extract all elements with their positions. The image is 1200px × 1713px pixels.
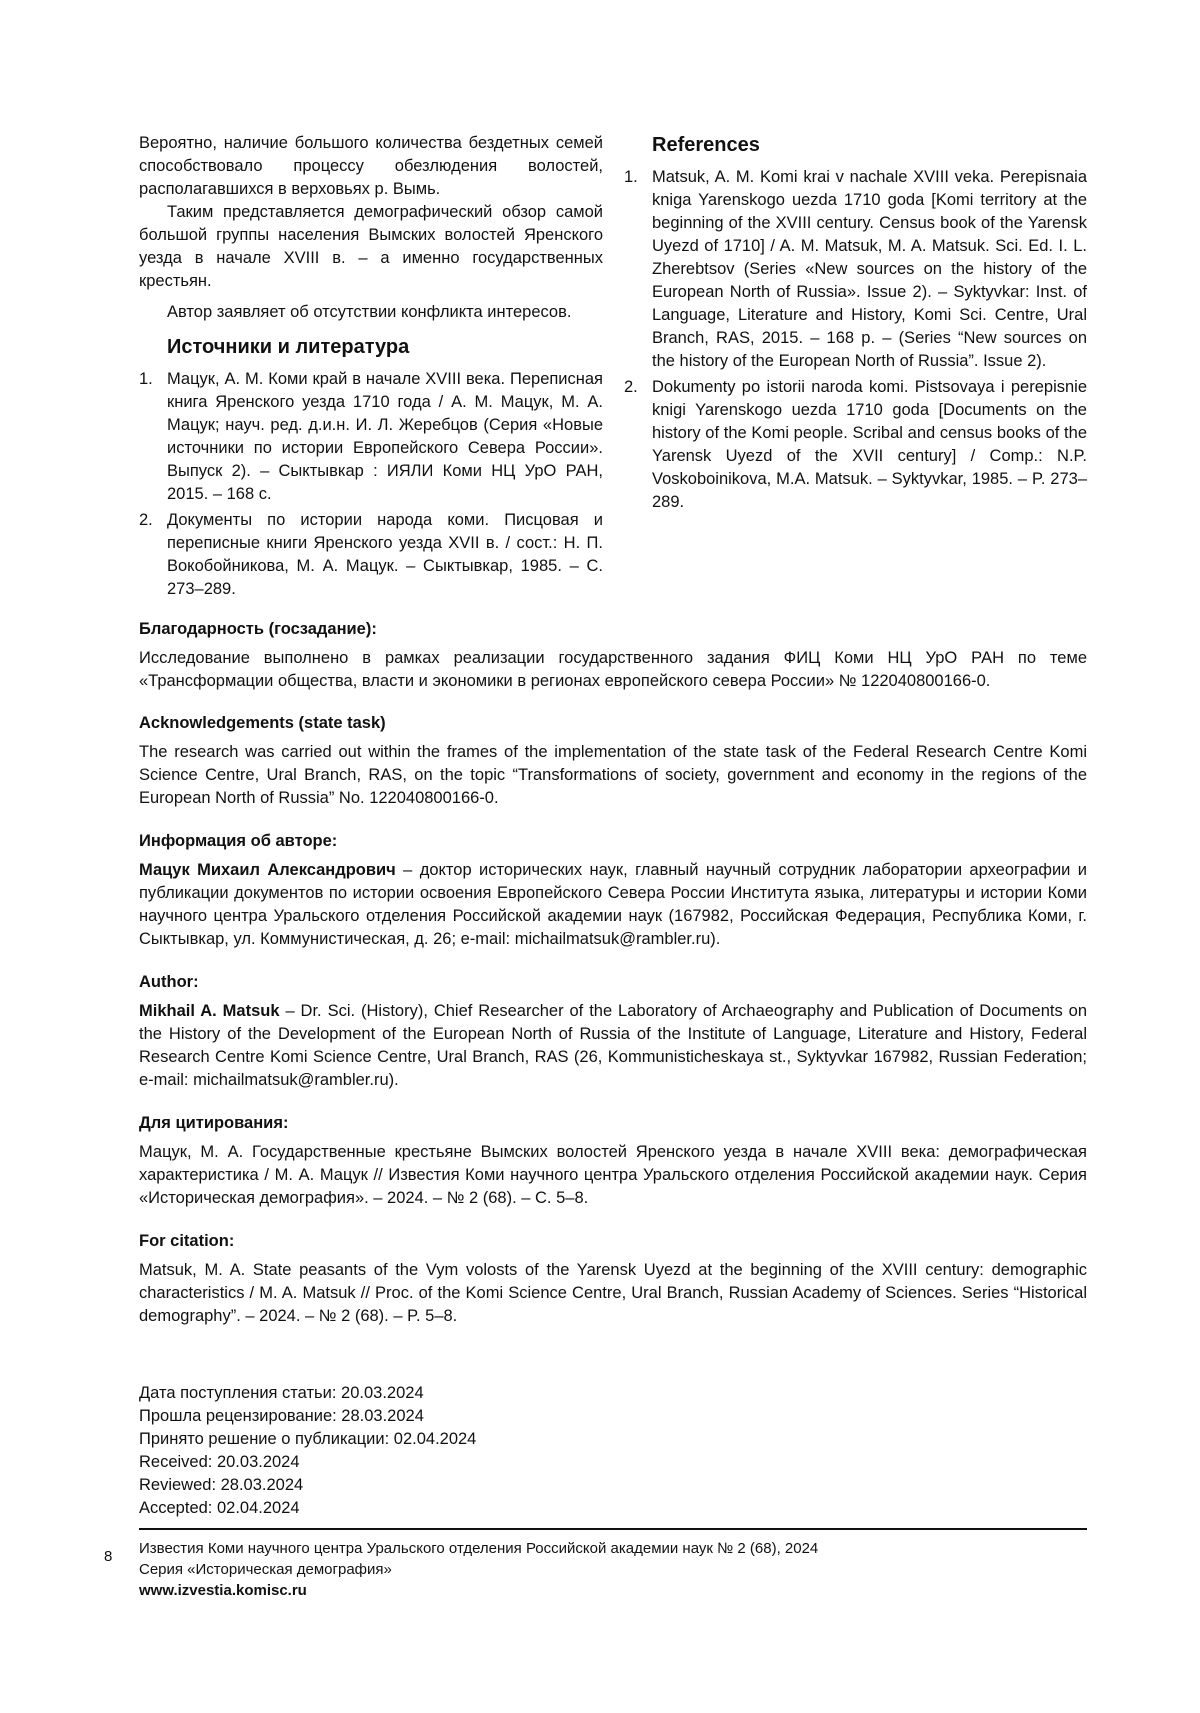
author-info-ru-block	[139, 830, 1087, 951]
sources-list	[139, 368, 603, 601]
citation-ru-block	[139, 1112, 1087, 1210]
citation-ru-text: Мацук, М. А. Государственные крестьяне Вымских волостей Яренского уезда в начале XVIII века: демографическая характеристика / М. А. Мацук // Известия Коми научного центра Уральского отделения Российской академии наук. Серия «Историческая демография». – 2024. – № 2 (68). – С. 5–8.	[139, 1143, 1087, 1207]
list-number: 1.	[624, 168, 638, 186]
acknowledgements-text: The research was carried out within the frames of the implementation of the state task of the Federal Research Centre Komi Science Centre, Ural Branch, RAS, on the topic “Transformations of society, government and economy in the regions of the European North of Russia” No. 122040800166-0.	[139, 743, 1087, 807]
list-item	[624, 376, 1087, 514]
footer-journal: Известия Коми научного центра Уральского отделения Российской академии наук № 2 (68), 2024	[139, 1540, 819, 1557]
citation-en-text: Matsuk, M. A. State peasants of the Vym volosts of the Yarensk Uyezd at the beginning of the XVIII century: demographic characteristics / M. A. Matsuk // Proc. of the Komi Science Centre, Ural Branch, Russian Academy of Sciences. Series “Historical demography”. – 2024. – № 2 (68). – P. 5–8.	[139, 1261, 1087, 1325]
author-info-ru-title: Информация об авторе:	[139, 832, 338, 850]
date-accepted-ru: Принято решение о публикации: 02.04.2024	[139, 1430, 477, 1448]
author-info-en-title: Author:	[139, 973, 199, 991]
references-title: References	[652, 134, 760, 156]
acknowledgements-block	[139, 712, 1087, 810]
footer-series: Серия «Историческая демография»	[139, 1561, 392, 1578]
references-list	[624, 166, 1087, 514]
gratitude-title: Благодарность (госзадание):	[139, 620, 377, 638]
date-accepted-en: Accepted: 02.04.2024	[139, 1499, 300, 1517]
sources-title: Источники и литература	[167, 336, 410, 358]
author-name-ru: Мацук Михаил Александрович	[139, 861, 396, 879]
reference-entry: Matsuk, A. M. Komi krai v nachale XVIII veka. Perepisnaia kniga Yarenskogo uezda 1710 goda [Komi territory at the beginning of the XVIII century. Census book of the Yarensk Uyezd of 1710] / A. M. Matsuk, M. A. Matsuk. Sci. Ed. I. L. Zherebtsov (Series «New sources on the history of the European North of Russia». Issue 2). – Syktyvkar: Inst. of Language, Literature and History, Komi Sci. Centre, Ural Branch, RAS, 2015. – 168 p. – (Series “New sources on the history of the European North of Russia”. Issue 2).	[652, 168, 1087, 370]
author-name-en: Mikhail A. Matsuk	[139, 1002, 280, 1020]
author-details-en: – Dr. Sci. (History), Chief Researcher of the Laboratory of Archaeography and Publication of Documents on the History of the Development of the European North of Russia of the Institute of Language, Literature and History, Federal Research Centre Komi Science Centre, Ural Branch, RAS (26, Kommunisticheskaya st., Syktyvkar 167982, Russian Federation; e-mail: michailmatsuk@rambler.ru).	[139, 1002, 1087, 1089]
footer-divider	[139, 1528, 1087, 1530]
list-number: 1.	[139, 370, 153, 388]
date-reviewed-ru: Прошла рецензирование: 28.03.2024	[139, 1407, 424, 1425]
conflict-statement: Автор заявляет об отсутствии конфликта интересов.	[167, 303, 572, 321]
author-info-en-block	[139, 971, 1087, 1092]
list-item	[139, 509, 603, 601]
gratitude-text: Исследование выполнено в рамках реализации государственного задания ФИЦ Коми НЦ УрО РАН по теме «Трансформации общества, власти и экономики в регионах европейского севера России» № 122040800166-0.	[139, 649, 1087, 690]
citation-en-title: For citation:	[139, 1232, 235, 1250]
article-dates	[139, 1382, 476, 1520]
gratitude-block	[139, 618, 1087, 693]
citation-ru-title: Для цитирования:	[139, 1114, 289, 1132]
page-number: 8	[104, 1548, 113, 1565]
date-received-ru: Дата поступления статьи: 20.03.2024	[139, 1384, 424, 1402]
acknowledgements-title: Acknowledgements (state task)	[139, 714, 386, 732]
list-number: 2.	[139, 511, 153, 529]
body-paragraph: Таким представляется демографический обзор самой большой группы населения Вымских волостей Яренского уезда в начале XVIII в. – а именно государственных крестьян.	[139, 203, 603, 290]
body-paragraph: Вероятно, наличие большого количества бездетных семей способствовало процессу обезлюдения волостей, располагавшихся в верховьях р. Вымь.	[139, 134, 603, 198]
author-info-ru-text	[139, 859, 1087, 951]
reference-entry: Dokumenty po istorii naroda komi. Pistsovaya i perepisnie knigi Yarenskogo uezda 1710 goda [Documents on the history of the Komi people. Scribal and census books of the Yarensk Uyezd of the XVII century] / Comp.: N.P. Voskoboinikova, M.A. Matsuk. – Syktyvkar, 1985. – P. 273–289.	[652, 378, 1087, 511]
source-entry: Мацук, А. М. Коми край в начале XVIII века. Переписная книга Яренского уезда 1710 года / А. М. Мацук, М. А. Мацук; науч. ред. д.и.н. И. Л. Жеребцов (Серия «Новые источники по истории Европейского Севера России». Выпуск 2). – Сыктывкар : ИЯЛИ Коми НЦ УрО РАН, 2015. – 168 с.	[167, 370, 603, 503]
author-info-en-text	[139, 1000, 1087, 1092]
list-number: 2.	[624, 378, 638, 396]
author-details-ru: – доктор исторических наук, главный научный сотрудник лаборатории археографии и публикации документов по истории освоения Европейского Севера России Института языка, литературы и истории Коми научного центра Уральского отделения Российской академии наук (167982, Российская Федерация, Республика Коми, г. Сыктывкар, ул. Коммунистическая, д. 26; e-mail: michailmatsuk@rambler.ru).	[139, 861, 1088, 948]
right-column	[624, 132, 1087, 517]
source-entry: Документы по истории народа коми. Писцовая и переписные книги Яренского уезда XVII в. / сост.: Н. П. Вокобойникова, М. А. Мацук. – Сыктывкар, 1985. – С. 273–289.	[167, 511, 603, 598]
footer-url-link[interactable]: www.izvestia.komisc.ru	[139, 1582, 307, 1599]
citation-en-block	[139, 1230, 1087, 1328]
date-received-en: Received: 20.03.2024	[139, 1453, 300, 1471]
date-reviewed-en: Reviewed: 28.03.2024	[139, 1476, 304, 1494]
page-footer	[139, 1538, 818, 1601]
list-item	[624, 166, 1087, 373]
left-column	[139, 132, 603, 604]
list-item	[139, 368, 603, 506]
